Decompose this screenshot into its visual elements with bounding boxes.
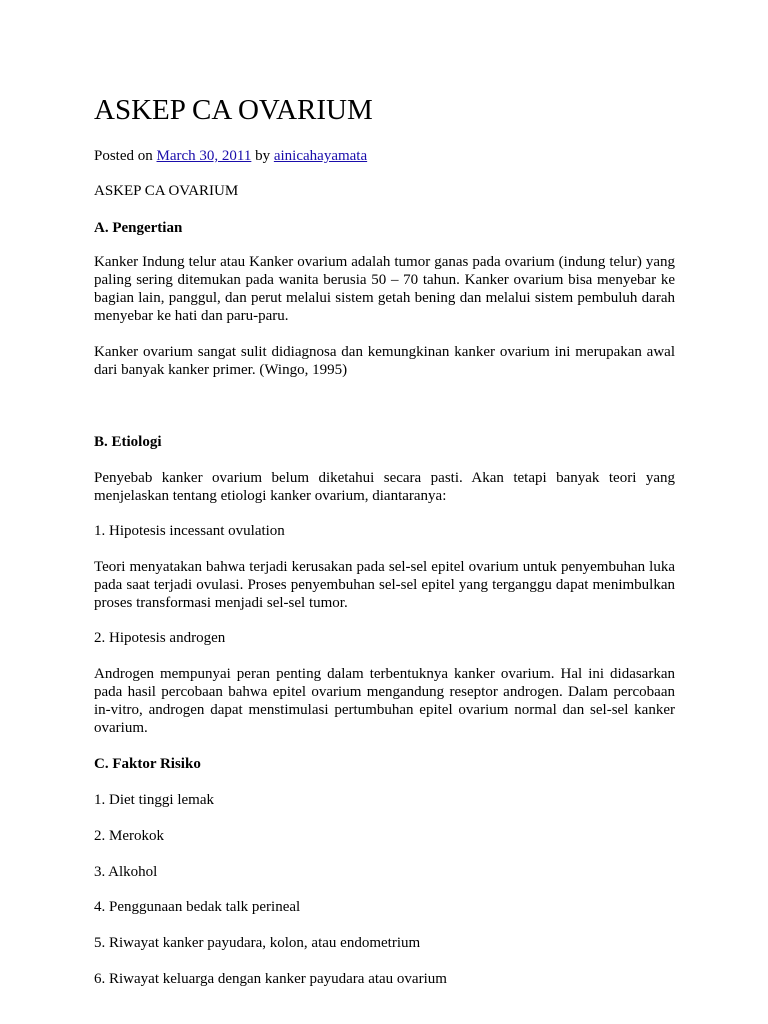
post-meta [94, 147, 367, 165]
author-link[interactable]: ainicahayamata [273, 148, 368, 164]
hypothesis-2-text: Androgen mempunyai peran penting dalam terbentuknya kanker ovarium. Hal ini didasarkan pada hasil percobaan bahwa epitel ovarium mengandung reseptor androgen. Dalam percobaan in-vitro, androgen dapat menstimulasi pertumbuhan epitel ovarium normal dan sel-sel kanker ovarium. [94, 666, 675, 736]
hypothesis-1-text: Teori menyatakan bahwa terjadi kerusakan pada sel-sel epitel ovarium untuk penyembuhan luka pada saat terjadi ovulasi. Proses penyembuhan sel-sel epitel yang terganggu dapat menimbulkan proses transformasi menjadi sel-sel tumor. [94, 559, 675, 611]
risk-factor-item: 1. Diet tinggi lemak [94, 792, 214, 808]
section-heading-pengertian: A. Pengertian [94, 220, 183, 236]
section-heading-faktor: C. Faktor Risiko [94, 756, 201, 772]
section-heading-etiologi: B. Etiologi [94, 434, 162, 450]
post-date-link[interactable]: March 30, 2011 [156, 148, 252, 164]
posted-prefix: Posted on [94, 148, 153, 164]
article-subtitle: ASKEP CA OVARIUM [94, 183, 239, 199]
by-text: by [255, 148, 271, 164]
risk-factor-item: 3. Alkohol [94, 864, 158, 880]
risk-factor-item: 6. Riwayat keluarga dengan kanker payudara atau ovarium [94, 971, 447, 987]
risk-factor-item: 4. Penggunaan bedak talk perineal [94, 899, 301, 915]
risk-factor-item: 2. Merokok [94, 828, 164, 844]
paragraph-pengertian-1: Kanker Indung telur atau Kanker ovarium adalah tumor ganas pada ovarium (indung telur) yang paling sering ditemukan pada wanita berusia 50 – 70 tahun. Kanker ovarium bisa menyebar ke bagian lain, panggul, dan perut melalui sistem getah bening dan melalui sistem pembuluh darah menyebar ke hati dan paru-paru. [94, 254, 675, 324]
paragraph-etiologi-intro: Penyebab kanker ovarium belum diketahui secara pasti. Akan tetapi banyak teori yang menjelaskan tentang etiologi kanker ovarium, diantaranya: [94, 470, 675, 504]
hypothesis-2-title: 2. Hipotesis androgen [94, 630, 226, 646]
page-title: ASKEP CA OVARIUM [94, 94, 373, 126]
hypothesis-1-title: 1. Hipotesis incessant ovulation [94, 523, 285, 539]
risk-factor-item: 5. Riwayat kanker payudara, kolon, atau endometrium [94, 935, 421, 951]
paragraph-pengertian-2: Kanker ovarium sangat sulit didiagnosa dan kemungkinan kanker ovarium ini merupakan awal dari banyak kanker primer. (Wingo, 1995) [94, 344, 675, 378]
